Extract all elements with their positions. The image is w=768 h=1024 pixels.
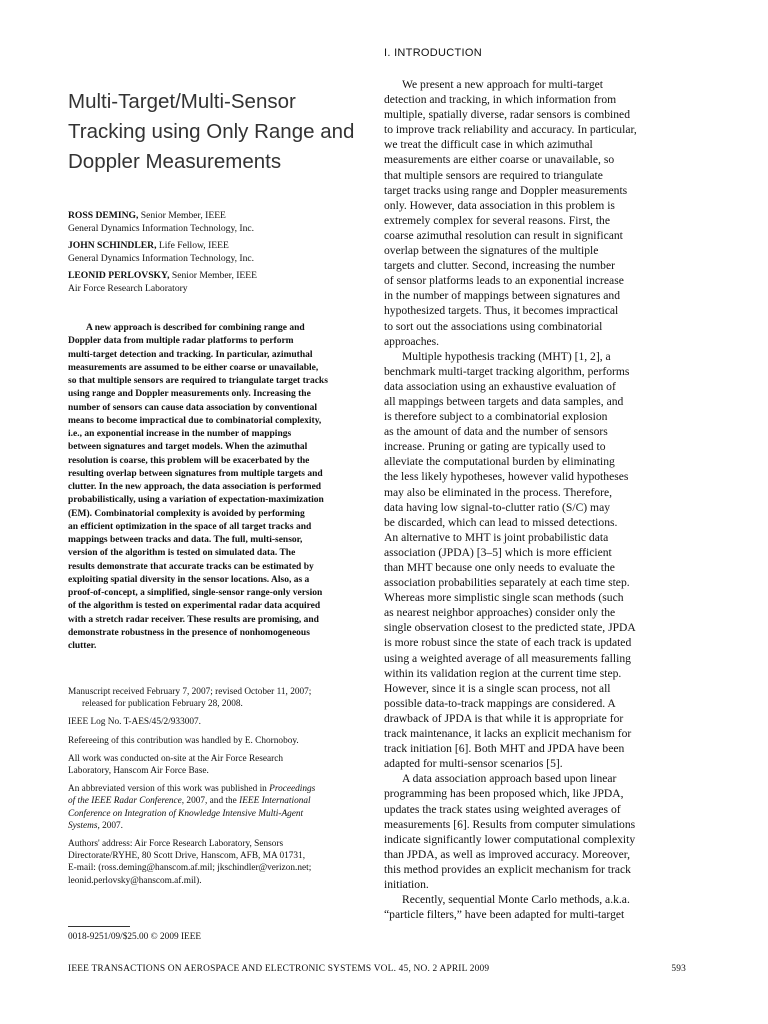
body-line: increase. Pruning or gating are typically used to <box>384 440 606 454</box>
abstract-line: measurements are assumed to be either coarse or unavailable, <box>68 362 319 373</box>
body-line: using a weighted average of all measurements falling <box>384 651 631 665</box>
title-line: Tracking using Only Range and <box>68 120 355 143</box>
footnote-line <box>68 850 364 862</box>
body-line: programming has been proposed which, like JPDA, <box>384 787 624 801</box>
footnote-text: Proceedings <box>269 784 316 795</box>
abstract-line: multi-target detection and tracking. In particular, azimuthal <box>68 349 313 360</box>
footnote-text: , 2007. <box>97 820 124 831</box>
footnote-line <box>68 795 364 807</box>
body-line: Whereas more simplistic single scan methods (such <box>384 591 624 605</box>
body-line: targets and clutter. Second, increasing the number <box>384 259 615 273</box>
author-role: Senior Member, IEEE <box>169 270 258 282</box>
footnote <box>68 783 364 832</box>
footnote <box>68 838 364 887</box>
footnote-line <box>68 838 364 850</box>
footnote-text: Manuscript received February 7, 2007; revised October 11, 2007; <box>68 687 312 697</box>
title-line: Doppler Measurements <box>68 150 282 173</box>
footnote-line <box>68 735 364 747</box>
body-line: association (JPDA) [3–5] which is more efficient <box>384 545 612 559</box>
footnotes <box>68 686 364 893</box>
body-line: Multiple hypothesis tracking (MHT) [1, 2], a <box>402 349 611 363</box>
footnote-text: Conference on Integration of Knowledge Intensive Multi-Agent <box>68 808 304 819</box>
paper-title <box>68 87 368 177</box>
footnote-line <box>68 783 364 795</box>
abstract-line: clutter. In the new approach, the data association is performed <box>68 482 322 492</box>
body-line: We present a new approach for multi-target <box>402 78 604 91</box>
introduction-body <box>384 77 686 922</box>
body-line: be discarded, which can lead to missed detections. <box>384 515 618 529</box>
body-line: possible data-to-track mappings are considered. A <box>384 696 616 710</box>
footnote-line <box>68 698 364 710</box>
body-line: multiple, spatially diverse, radar sensors is combined <box>384 108 630 122</box>
footnote-text: released for publication February 28, 2008. <box>82 699 243 710</box>
body-line: track maintenance, it lacks an explicit mechanism for <box>384 727 632 741</box>
abstract-line: with a stretch radar receiver. These results are promising, and <box>68 614 319 625</box>
footnote-text: E-mail: (ross.deming@hanscom.af.mil; jkschindler@verizon.net; <box>68 863 312 874</box>
footnote-line <box>68 875 364 887</box>
body-line: approaches. <box>384 334 440 348</box>
body-line: track initiation [6]. Both MHT and JPDA have been <box>384 742 625 756</box>
author-list <box>68 210 368 301</box>
title-line: Multi-Target/Multi-Sensor <box>68 90 296 113</box>
body-line: drawback of JPDA is that while it is appropriate for <box>384 711 624 725</box>
body-line: association probabilities separately at each time step. <box>384 576 630 590</box>
body-line: updates the track states using weighted averages of <box>384 802 621 816</box>
abstract-line: proof-of-concept, a simplified, single-sensor range-only version <box>68 588 323 598</box>
footnote-text: Directorate/RYHE, 80 Scott Drive, Hanscom, AFB, MA 01731, <box>68 851 306 862</box>
abstract-line: between signatures and target models. When the azimuthal <box>68 442 308 453</box>
body-line: A data association approach based upon linear <box>402 772 617 786</box>
abstract-line: means to become impractical due to combinatorial complexity, <box>68 415 322 426</box>
footnote-line <box>68 862 364 874</box>
body-line: within its validation region at the current time step. <box>384 666 622 680</box>
body-line: that multiple sensors are required to triangulate <box>384 168 603 182</box>
body-line: However, since it is a single scan process, not all <box>384 681 611 695</box>
abstract-line: number of sensors can cause data association by conventional <box>68 402 317 413</box>
body-line: the less likely hypotheses, however valid hypotheses <box>384 470 629 484</box>
body-line: single observation closest to the predicted state, JPDA <box>384 621 636 635</box>
footnote-text: Refereeing of this contribution was handled by E. Chornoboy. <box>68 735 299 746</box>
footnote-line <box>68 765 364 777</box>
abstract-line: demonstrate robustness in the presence of nonhomogeneous <box>68 627 310 638</box>
abstract-line: an efficient optimization in the space of all target tracks and <box>68 521 312 532</box>
journal-name: IEEE TRANSACTIONS ON AEROSPACE AND ELECTRONIC SYSTEMS VOL. 45, NO. 2 APRIL 2009 <box>68 964 490 974</box>
body-line: than JPDA, as well as improved accuracy. Moreover, <box>384 847 631 861</box>
body-line: to sort out the associations using combinatorial <box>384 319 603 333</box>
author-entry <box>68 210 368 235</box>
footnote <box>68 716 364 728</box>
body-line: this method provides an explicit mechanism for track <box>384 862 631 876</box>
body-line: alleviate the computational burden by eliminating <box>384 455 615 469</box>
body-line: data association using an exhaustive evaluation of <box>384 379 616 393</box>
abstract-line: results demonstrate that accurate tracks can be estimated by <box>68 561 314 572</box>
copyright-line: 0018-9251/09/$25.00 © 2009 IEEE <box>68 932 202 942</box>
body-line: is more robust since the state of each track is updated <box>384 636 632 650</box>
body-line: An alternative to MHT is joint probabilistic data <box>384 530 609 544</box>
body-line: adapted for multi-sensor scenarios [5]. <box>384 757 563 771</box>
footnote-text: Laboratory, Hanscom Air Force Base. <box>68 766 209 777</box>
abstract-line: exploiting spatial diversity in the sensor locations. Also, as a <box>68 574 310 585</box>
body-line: of sensor platforms leads to an exponential increase <box>384 274 624 288</box>
author-entry <box>68 270 368 295</box>
body-line: we treat the difficult case in which azimuthal <box>384 138 593 152</box>
section-heading: I. INTRODUCTION <box>384 47 482 59</box>
abstract-line: of the algorithm is tested on experimental radar data acquired <box>68 601 321 612</box>
footnote-text: IEEE International <box>239 796 311 807</box>
abstract-line: i.e., an exponential increase in the number of mappings <box>68 429 292 439</box>
body-line: measurements [6]. Results from computer simulations <box>384 817 636 831</box>
footnote-text: of the IEEE Radar Conference <box>68 796 182 807</box>
author-affiliation: General Dynamics Information Technology, Inc. <box>68 252 255 264</box>
abstract-line: resulting overlap between signatures from multiple targets and <box>68 468 323 479</box>
body-line: extremely complex for several reasons. First, the <box>384 213 611 227</box>
body-line: than MHT because one only needs to evaluate the <box>384 561 615 574</box>
body-line: initiation. <box>384 877 429 891</box>
body-line: in the number of mappings between signatures and <box>384 289 621 303</box>
author-name: ROSS DEMING, <box>68 210 139 221</box>
body-line: benchmark multi-target tracking algorithm, performs <box>384 364 630 378</box>
body-line: data having low signal-to-clutter ratio (S/C) may <box>384 500 611 514</box>
abstract-line: so that multiple sensors are required to triangulate target tracks <box>68 376 328 386</box>
body-line: as the amount of data and the number of sensors <box>384 425 608 439</box>
body-line: Recently, sequential Monte Carlo methods, a.k.a. <box>402 893 630 907</box>
abstract-line: probabilistically, using a variation of expectation-maximization <box>68 495 324 506</box>
abstract-line: mappings between tracks and data. The full, multi-sensor, <box>68 535 303 545</box>
footnote-text: An abbreviated version of this work was published in <box>68 784 270 795</box>
body-line: target tracks using range and Doppler measurements <box>384 183 628 197</box>
body-line: as nearest neighbor approaches) consider only the <box>384 606 616 620</box>
body-line: overlap between the signatures of the multiple <box>384 244 599 258</box>
body-line: “particle filters,” have been adapted for multi-target <box>384 908 625 922</box>
footnote-rule <box>68 926 130 927</box>
footnote-text: IEEE Log No. T-AES/45/2/933007. <box>68 717 201 728</box>
footnote-line <box>68 753 364 765</box>
page-number: 593 <box>671 964 686 974</box>
footnote-line <box>68 808 364 820</box>
footnote <box>68 686 364 710</box>
abstract <box>68 322 364 653</box>
footnote-line <box>68 686 364 698</box>
author-affiliation: Air Force Research Laboratory <box>68 282 188 294</box>
footnote <box>68 735 364 747</box>
abstract-line: Doppler data from multiple radar platforms to perform <box>68 336 294 347</box>
body-line: is therefore subject to a combinatorial explosion <box>384 410 608 424</box>
body-line: measurements are either coarse or unavailable, so <box>384 153 615 167</box>
abstract-line: A new approach is described for combining range and <box>86 323 305 333</box>
abstract-line: version of the algorithm is tested on simulated data. The <box>68 548 296 559</box>
author-role: Life Fellow, IEEE <box>156 240 229 252</box>
footnote-text: All work was conducted on-site at the Air Force Research <box>68 753 284 764</box>
body-line: coarse azimuthal resolution can result in significant <box>384 228 623 242</box>
author-affiliation: General Dynamics Information Technology, Inc. <box>68 222 255 234</box>
footnote-text: leonid.perlovsky@hanscom.af.mil). <box>68 875 202 886</box>
footnote-line <box>68 716 364 728</box>
body-line: all mappings between targets and data samples, and <box>384 394 624 408</box>
author-name: LEONID PERLOVSKY, <box>68 270 170 282</box>
footnote-text: , 2007, and the <box>181 796 240 807</box>
body-line: only. However, data association in this problem is <box>384 198 615 212</box>
footnote-line <box>68 820 364 832</box>
author-role: Senior Member, IEEE <box>138 210 226 221</box>
abstract-line: clutter. <box>68 641 97 651</box>
body-line: to improve track reliability and accuracy. In particular, <box>384 123 637 137</box>
footnote-text: Authors' address: Air Force Research Laboratory, Sensors <box>68 839 284 850</box>
author-entry <box>68 240 368 265</box>
body-line: indicate significantly lower computational complexity <box>384 832 636 846</box>
body-line: may also be eliminated in the process. Therefore, <box>384 485 613 499</box>
body-line: hypothesized targets. Thus, it becomes impractical <box>384 304 619 318</box>
abstract-line: resolution is coarse, this problem will be exacerbated by the <box>68 455 310 466</box>
abstract-line: (EM). Combinatorial complexity is avoided by performing <box>68 508 305 519</box>
abstract-line: using range and Doppler measurements only. Increasing the <box>68 389 311 400</box>
footnote <box>68 753 364 777</box>
footnote-text: Systems <box>68 820 98 831</box>
author-name: JOHN SCHINDLER, <box>68 240 157 252</box>
body-line: detection and tracking, in which information from <box>384 93 617 107</box>
